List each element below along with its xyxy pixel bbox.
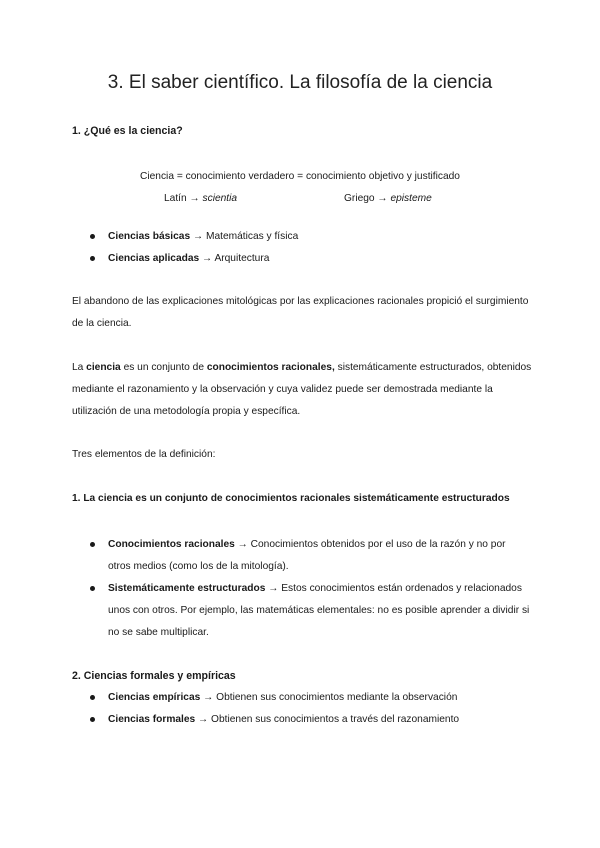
list-item-term: Conocimientos racionales	[108, 539, 235, 550]
list-item	[90, 578, 530, 644]
list-item	[90, 687, 530, 709]
element-2-heading: 2. Ciencias formales y empíricas	[72, 670, 236, 682]
text-run: La	[72, 362, 87, 373]
greek-word: episteme	[390, 193, 432, 204]
bullet-icon	[90, 256, 95, 261]
list-item	[90, 534, 530, 578]
bullet-icon	[90, 234, 95, 239]
paragraph-tres-elementos: Tres elementos de la definición:	[72, 449, 216, 460]
element-1-heading: 1. La ciencia es un conjunto de conocimientos racionales sistemáticamente estructurados	[72, 493, 510, 504]
bullet-icon	[90, 717, 95, 722]
bullet-icon	[90, 542, 95, 547]
list-item-term: Ciencias empíricas	[108, 692, 201, 703]
list-item	[90, 248, 530, 270]
list-item-term: Ciencias aplicadas	[108, 253, 200, 264]
ciencia-definition: Ciencia = conocimiento verdadero = conocimiento objetivo y justificado	[140, 171, 460, 182]
list-item-text: → Matemáticas y física	[190, 231, 299, 242]
greek-prefix: Griego →	[344, 193, 391, 204]
list-item	[90, 709, 530, 731]
list-item-term: Sistemáticamente estructurados	[108, 583, 266, 594]
bullet-icon	[90, 586, 95, 591]
latin-origin	[164, 193, 237, 204]
list-item-text: → Estos conocimientos están ordenados y relacionados unos con otros. Por ejemplo, las matemáticas elementales: no es posible aprender a dividir si no se sabe multiplicar.	[108, 583, 530, 638]
text-run-bold: ciencia	[86, 362, 121, 373]
list-item-term: Ciencias formales	[108, 714, 196, 725]
list-item-text: → Arquitectura	[199, 253, 270, 264]
list-item	[90, 226, 530, 248]
latin-word: scientia	[202, 193, 238, 204]
element-2-list	[90, 687, 530, 731]
text-run: sistemáticamente estructurados, obtenidos mediante el razonamiento y la observación y cuya validez puede ser demostrada mediante la utilización de una metodología propia y específica.	[72, 362, 532, 417]
list-item-text: → Conocimientos obtenidos por el uso de la razón y no por otros medios (como los de la mitología).	[108, 539, 506, 572]
text-run-bold: conocimientos racionales,	[206, 362, 335, 373]
list-item-text: → Obtienen sus conocimientos mediante la observación	[200, 692, 458, 703]
ciencias-types-list	[90, 226, 530, 270]
text-run: es un conjunto de	[120, 362, 207, 373]
greek-origin	[344, 193, 432, 204]
list-item-term: Ciencias básicas	[108, 231, 191, 242]
page-title: 3. El saber científico. La filosofía de la ciencia	[107, 72, 493, 93]
element-1-list	[90, 534, 530, 644]
list-item-text: → Obtienen sus conocimientos a través del razonamiento	[195, 714, 460, 725]
bullet-icon	[90, 695, 95, 700]
latin-prefix: Latín →	[164, 193, 203, 204]
section-heading-que-es-la-ciencia: 1. ¿Qué es la ciencia?	[72, 125, 183, 137]
paragraph-abandono: El abandono de las explicaciones mitológicas por las explicaciones racionales propició el surgimiento de la ciencia.	[72, 296, 529, 329]
paragraph-definicion-ciencia	[72, 357, 532, 423]
